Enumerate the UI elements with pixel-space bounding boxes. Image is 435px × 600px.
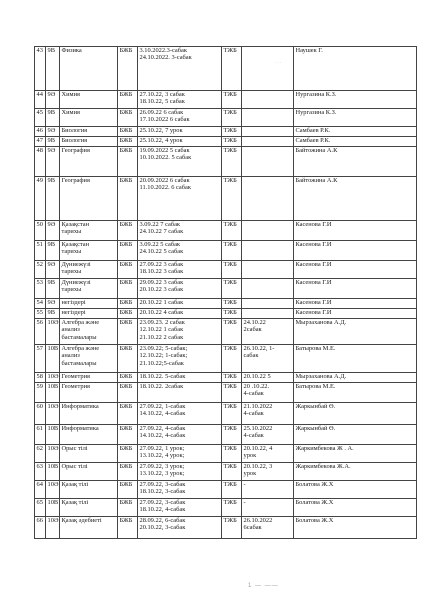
row-number: 45	[35, 109, 46, 127]
class-cell: 10В	[46, 345, 60, 373]
table-row	[35, 345, 417, 373]
subject-cell: Орыс тілі	[60, 445, 118, 463]
term-date-cell: 20 .10.22. 4-сабак	[242, 383, 294, 403]
class-cell: 10В	[46, 463, 60, 481]
subject-cell: Қазақ тілі	[60, 499, 118, 517]
teacher-cell: Болатова Ж.Х	[294, 517, 417, 539]
table-row	[35, 127, 417, 137]
class-cell: 10Ә	[46, 481, 60, 499]
subject-cell: Дүниежүзі тарихы	[60, 279, 118, 299]
teacher-cell: Самбаев Р.К.	[294, 127, 417, 137]
class-cell: 10В	[46, 499, 60, 517]
term-date-cell	[242, 47, 294, 91]
term-assessment-cell: ТЖБ	[222, 309, 242, 319]
teacher-cell: Батырова М.Е.	[294, 345, 417, 373]
term-assessment-cell: ТЖБ	[222, 499, 242, 517]
row-number: 56	[35, 319, 46, 345]
assessment-type-cell: БЖБ	[118, 425, 138, 445]
term-date-cell	[242, 147, 294, 177]
class-cell: 9Ә	[46, 127, 60, 137]
row-number: 66	[35, 517, 46, 539]
assessment-type-cell: БЖБ	[118, 261, 138, 279]
row-number: 51	[35, 241, 46, 261]
table-row	[35, 373, 417, 383]
subject-cell: Геометрия	[60, 383, 118, 403]
dates-cell: 20.10.22 4 сабак	[138, 309, 222, 319]
dates-cell: 20.09.2022 6 сабак 11.10.2022. 6 сабак	[138, 177, 222, 221]
class-cell: 9Ә	[46, 147, 60, 177]
term-assessment-cell: ТЖБ	[222, 463, 242, 481]
subject-cell: Қазақстан тарихы	[60, 221, 118, 241]
row-number: 47	[35, 137, 46, 147]
row-number: 50	[35, 221, 46, 241]
dates-cell: 23.09.22; 5-сабак; 12.10.22; 1-сабак; 21.10.22;5-сабак	[138, 345, 222, 373]
assessment-type-cell: БЖБ	[118, 109, 138, 127]
table-row	[35, 309, 417, 319]
assessment-type-cell: БЖБ	[118, 177, 138, 221]
assessment-type-cell: БЖБ	[118, 373, 138, 383]
table-row	[35, 499, 417, 517]
dates-cell: 27.09.22, 3 урок; 13.10.22, 3 урок;	[138, 463, 222, 481]
term-assessment-cell: ТЖБ	[222, 47, 242, 91]
table-row	[35, 47, 417, 91]
assessment-type-cell: БЖБ	[118, 463, 138, 481]
term-assessment-cell: ТЖБ	[222, 517, 242, 539]
subject-cell: негіздері	[60, 299, 118, 309]
assessment-type-cell: БЖБ	[118, 127, 138, 137]
table-row	[35, 299, 417, 309]
teacher-cell: Жаркынбай Ө.	[294, 425, 417, 445]
class-cell: 9B	[46, 47, 60, 91]
term-date-cell	[242, 261, 294, 279]
term-assessment-cell: ТЖБ	[222, 137, 242, 147]
teacher-cell: Нургазина К.З.	[294, 91, 417, 109]
subject-cell: Геометрия	[60, 373, 118, 383]
teacher-cell: Касенова Г.И	[294, 279, 417, 299]
teacher-cell: Байтожина А.К	[294, 177, 417, 221]
assessment-type-cell: БЖБ	[118, 241, 138, 261]
term-assessment-cell: ТЖБ	[222, 241, 242, 261]
subject-cell: Қазақстан тарихы	[60, 241, 118, 261]
term-assessment-cell: ТЖБ	[222, 425, 242, 445]
table-row	[35, 403, 417, 425]
term-date-cell: -	[242, 499, 294, 517]
teacher-cell: Мырзаханова А.Д.	[294, 373, 417, 383]
assessment-type-cell: БЖБ	[118, 319, 138, 345]
teacher-cell: Болатова Ж.Х	[294, 481, 417, 499]
term-date-cell	[242, 241, 294, 261]
term-date-cell: 20.10.22 5	[242, 373, 294, 383]
class-cell: 9В	[46, 309, 60, 319]
row-number: 53	[35, 279, 46, 299]
table-row	[35, 425, 417, 445]
class-cell: 9В	[46, 241, 60, 261]
term-assessment-cell: ТЖБ	[222, 109, 242, 127]
subject-cell: Информатика	[60, 425, 118, 445]
teacher-cell: Жаркимбекова Ж . А.	[294, 445, 417, 463]
row-number: 55	[35, 309, 46, 319]
table-row	[35, 177, 417, 221]
row-number: 64	[35, 481, 46, 499]
table-row	[35, 221, 417, 241]
row-number: 62	[35, 445, 46, 463]
teacher-cell: Касенова Г.И	[294, 221, 417, 241]
dates-cell: 27.09.22, 3-сабак 18.10.22, 4-сабак	[138, 499, 222, 517]
term-assessment-cell: ТЖБ	[222, 403, 242, 425]
term-date-cell: 26.10.22, 1- сабак	[242, 345, 294, 373]
term-assessment-cell: ТЖБ	[222, 147, 242, 177]
class-cell: 10Ә	[46, 403, 60, 425]
term-date-cell	[242, 177, 294, 221]
assessment-type-cell: БЖБ	[118, 137, 138, 147]
class-cell: 9Ә	[46, 261, 60, 279]
row-number: 60	[35, 403, 46, 425]
term-assessment-cell: ТЖБ	[222, 91, 242, 109]
term-date-cell: 20.10.22, 4 урок	[242, 445, 294, 463]
dates-cell: 27.09.22, 4-сабак 14.10.22, 4-сабак	[138, 425, 222, 445]
row-number: 54	[35, 299, 46, 309]
dates-cell: 26.09.22 6 сабак 17.10.2022 6 сабак	[138, 109, 222, 127]
assessment-type-cell: БЖБ	[118, 481, 138, 499]
row-number: 46	[35, 127, 46, 137]
term-assessment-cell: ТЖБ	[222, 345, 242, 373]
row-number: 52	[35, 261, 46, 279]
term-date-cell	[242, 221, 294, 241]
table-row	[35, 109, 417, 127]
dates-cell: 28.09.22, 6-сабак 20.10.22, 3-сабак	[138, 517, 222, 539]
term-date-cell	[242, 279, 294, 299]
teacher-cell: Жаркимбекова Ж.А.	[294, 463, 417, 481]
dates-cell: 3.10.2022.3-сабак 24.10.2022. 3-сабак	[138, 47, 222, 91]
dates-cell: 18.10.22. 5-сабак	[138, 373, 222, 383]
teacher-cell: Жаркынбай Ө.	[294, 403, 417, 425]
term-date-cell	[242, 91, 294, 109]
term-assessment-cell: ТЖБ	[222, 177, 242, 221]
assessment-type-cell: БЖБ	[118, 517, 138, 539]
dates-cell: 3.09.22 5 сабак 24.10.22 5 сабак	[138, 241, 222, 261]
term-date-cell: -	[242, 481, 294, 499]
table-row	[35, 463, 417, 481]
dates-cell: 29.09.22 3 сабак 20.10.22 3 сабак	[138, 279, 222, 299]
teacher-cell: Батырова М.Е.	[294, 383, 417, 403]
teacher-cell: Касенова Г.И	[294, 309, 417, 319]
term-date-cell	[242, 137, 294, 147]
dates-cell: 27.09.22 3 сабак 18.10.22 3 сабак	[138, 261, 222, 279]
assessment-type-cell: БЖБ	[118, 309, 138, 319]
term-date-cell: 25.10.2022 4-сабак	[242, 425, 294, 445]
dates-cell: 25.10.22, 7 урок	[138, 127, 222, 137]
class-cell: 10В	[46, 383, 60, 403]
table-row	[35, 319, 417, 345]
table-row	[35, 147, 417, 177]
class-cell: 9В	[46, 279, 60, 299]
subject-cell: География	[60, 147, 118, 177]
subject-cell: негіздері	[60, 309, 118, 319]
row-number: 48	[35, 147, 46, 177]
row-number: 59	[35, 383, 46, 403]
class-cell: 10Ә	[46, 319, 60, 345]
assessment-type-cell: БЖБ	[118, 345, 138, 373]
assessment-type-cell: БЖБ	[118, 403, 138, 425]
row-number: 49	[35, 177, 46, 221]
dates-cell: 18.10.22. 2сабак	[138, 383, 222, 403]
row-number: 61	[35, 425, 46, 445]
subject-cell: Қазақ тілі	[60, 481, 118, 499]
subject-cell: Алгебра және анализ бастамалары	[60, 319, 118, 345]
row-number: 58	[35, 373, 46, 383]
subject-cell: Информатика	[60, 403, 118, 425]
subject-cell: Алгебра және анализ бастамалары	[60, 345, 118, 373]
term-assessment-cell: ТЖБ	[222, 481, 242, 499]
subject-cell: География	[60, 177, 118, 221]
term-assessment-cell: ТЖБ	[222, 261, 242, 279]
subject-cell: Биология	[60, 127, 118, 137]
teacher-cell: Касенова Г.И	[294, 261, 417, 279]
teacher-cell: Нургазина К.З.	[294, 109, 417, 127]
term-date-cell	[242, 127, 294, 137]
assessment-type-cell: БЖБ	[118, 279, 138, 299]
dates-cell: 20.10.22 1 сабак	[138, 299, 222, 309]
subject-cell: Физика	[60, 47, 118, 91]
faint-mark: · · ·	[275, 60, 282, 65]
row-number: 63	[35, 463, 46, 481]
assessment-type-cell: БЖБ	[118, 147, 138, 177]
table-row	[35, 481, 417, 499]
assessment-type-cell: БЖБ	[118, 383, 138, 403]
assessment-type-cell: БЖБ	[118, 499, 138, 517]
dates-cell: 27.09.22, 3-сабак 18.10.22, 3-сабак	[138, 481, 222, 499]
term-date-cell: 20.10.22, 3 урок	[242, 463, 294, 481]
term-assessment-cell: ТЖБ	[222, 383, 242, 403]
table-row	[35, 279, 417, 299]
teacher-cell: Касенова Г.И	[294, 299, 417, 309]
class-cell: 10Ә	[46, 373, 60, 383]
table-row	[35, 91, 417, 109]
subject-cell: Химия	[60, 91, 118, 109]
table-row	[35, 517, 417, 539]
table-row	[35, 137, 417, 147]
table-row	[35, 445, 417, 463]
class-cell: 10Ә	[46, 445, 60, 463]
term-assessment-cell: ТЖБ	[222, 221, 242, 241]
term-assessment-cell: ТЖБ	[222, 319, 242, 345]
class-cell: 10Ә	[46, 517, 60, 539]
class-cell: 9В	[46, 109, 60, 127]
class-cell: 9Ә	[46, 91, 60, 109]
subject-cell: Орыс тілі	[60, 463, 118, 481]
subject-cell: Биология	[60, 137, 118, 147]
assessment-type-cell: БЖБ	[118, 91, 138, 109]
term-assessment-cell: ТЖБ	[222, 299, 242, 309]
class-cell: 9В	[46, 177, 60, 221]
dates-cell: 27.10.22, 3 сабак 18.10.22, 5 сабак	[138, 91, 222, 109]
table-row	[35, 261, 417, 279]
table-row	[35, 383, 417, 403]
term-date-cell	[242, 299, 294, 309]
term-date-cell	[242, 109, 294, 127]
subject-cell: Химия	[60, 109, 118, 127]
page-footer: 1 — ——	[248, 583, 279, 589]
teacher-cell: Касенова Г.И	[294, 241, 417, 261]
class-cell: 9В	[46, 137, 60, 147]
dates-cell: 27.09.22, 1-сабак 14.10.22, 4-сабак	[138, 403, 222, 425]
assessment-type-cell: БЖБ	[118, 299, 138, 309]
term-assessment-cell: ТЖБ	[222, 279, 242, 299]
teacher-cell: Мырзаханова А.Д.	[294, 319, 417, 345]
schedule-table	[34, 46, 417, 539]
row-number: 57	[35, 345, 46, 373]
assessment-type-cell: БЖБ	[118, 47, 138, 91]
teacher-cell: Самбаев Р.К.	[294, 137, 417, 147]
term-date-cell: 26.10.2022 6сабак	[242, 517, 294, 539]
dates-cell: 23.09.23. 2 сабак 12.10.22 1 сабак 21.10.22 2 сабак	[138, 319, 222, 345]
row-number: 65	[35, 499, 46, 517]
class-cell: 9Ә	[46, 299, 60, 309]
assessment-type-cell: БЖБ	[118, 221, 138, 241]
term-assessment-cell: ТЖБ	[222, 445, 242, 463]
teacher-cell: Байтожина А.К	[294, 147, 417, 177]
subject-cell: Дүниежүзі тарихы	[60, 261, 118, 279]
dates-cell: 3.09.22 7 сабак 24.10.22 7 сабак	[138, 221, 222, 241]
term-assessment-cell: ТЖБ	[222, 127, 242, 137]
table-row	[35, 241, 417, 261]
row-number: 44	[35, 91, 46, 109]
dates-cell: 27.09.22, 1 урок; 13.10.22, 4 урок;	[138, 445, 222, 463]
dates-cell: 25.10.22, 4 урок	[138, 137, 222, 147]
assessment-type-cell: БЖБ	[118, 445, 138, 463]
term-assessment-cell: ТЖБ	[222, 373, 242, 383]
dates-cell: 19.09.2022 5 сабак 10.10.2022. 5 сабак	[138, 147, 222, 177]
class-cell: 10В	[46, 425, 60, 445]
subject-cell: Қазақ әдебиеті	[60, 517, 118, 539]
teacher-cell: Болатова Ж.Х	[294, 499, 417, 517]
teacher-cell: Наушек Г.	[294, 47, 417, 91]
term-date-cell: 21.10.2022 4-сабак	[242, 403, 294, 425]
term-date-cell	[242, 309, 294, 319]
class-cell: 9Ә	[46, 221, 60, 241]
term-date-cell: 24.10.22 2сабак	[242, 319, 294, 345]
row-number: 43	[35, 47, 46, 91]
